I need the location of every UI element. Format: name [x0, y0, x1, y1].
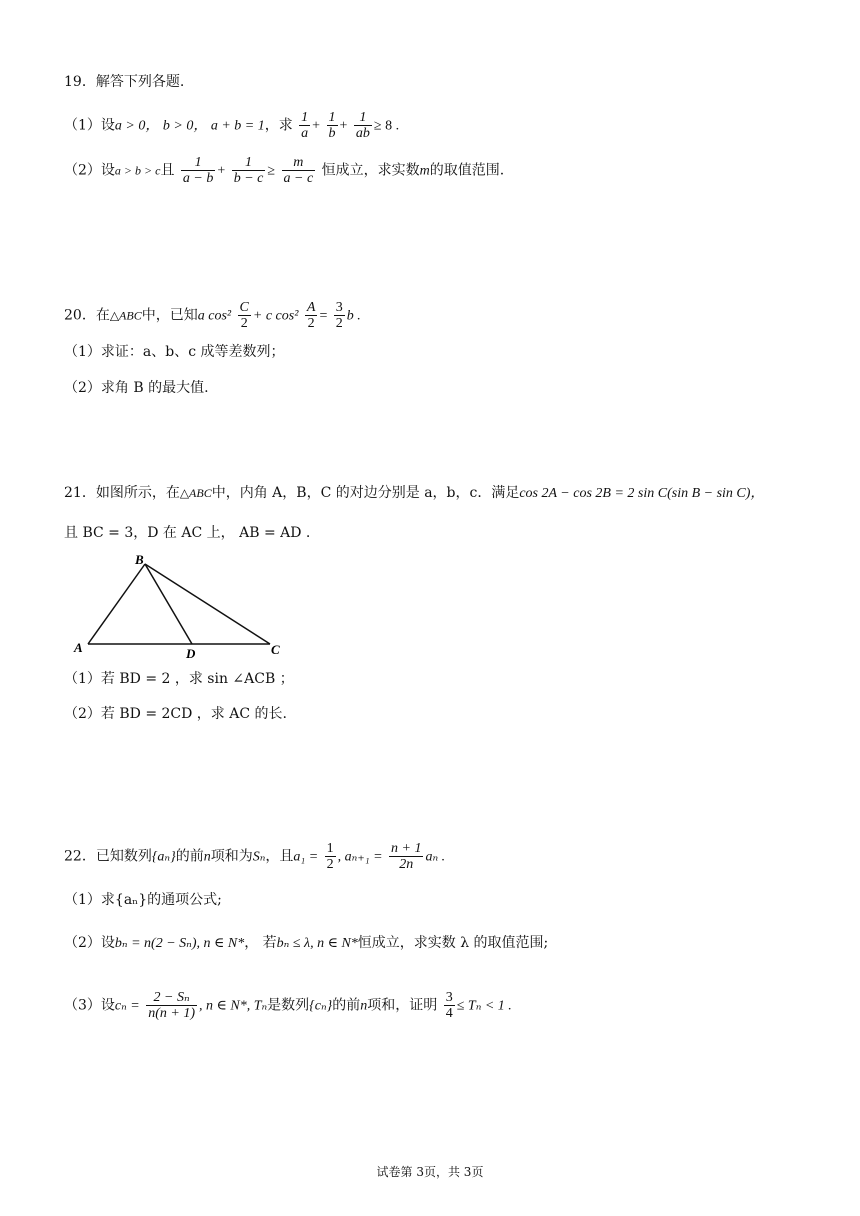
q20-part2: （2）求角 B 的最大值.	[64, 380, 209, 396]
q20-part1: （1）求证：a、b、c 成等差数列；	[64, 344, 285, 360]
q22-part3: （3）设cₙ = $\frac{\text{2 − Sₙ}}{n(n + 1)}$ , n ∈ N*, Tₙ是数列{cₙ}的前n项和，证明 $\frac{3}{4}$ ≤ Tₙ < 1 .	[64, 990, 512, 1021]
side-ab	[88, 564, 145, 644]
q21-part2: （2）若 BD = 2CD ，求 AC 的长.	[64, 706, 287, 722]
label-d: D	[186, 646, 196, 660]
label-c: C	[271, 642, 280, 657]
q21-line2: 且 BC = 3，D 在 AC 上， AB = AD .	[64, 525, 311, 541]
label-b: B	[135, 552, 144, 567]
q19-part2: （2）设a > b > c且 $\frac{1}{a - b}$ + $\frac{1}{b - c}$ ≥ $\frac{m}{a - c}$ 恒成立，求实数m的取值范围.	[64, 155, 505, 186]
segment-bd	[145, 564, 192, 644]
q20-title: 20．在△ABC中，已知a cos² $\frac{C}{2}$ + c cos² $\frac{A}{2}$ = $\frac{3}{2}$ b .	[64, 300, 361, 331]
q19-title: 19．解答下列各题.	[64, 74, 185, 90]
q21-line1: 21．如图所示，在△ABC中，内角 A，B，C 的对边分别是 a，b，c．满足cos 2A − cos 2B = 2 sin C(sin B − sin C)，	[64, 485, 765, 501]
triangle-figure	[70, 552, 292, 660]
label-a: A	[74, 640, 83, 655]
side-bc	[145, 564, 270, 644]
q22-part1: （1）求{aₙ}的通项公式;	[64, 892, 222, 908]
q22-title: 22．已知数列{aₙ}的前n项和为Sₙ，且a₁ = $\frac{1}{2}$ , aₙ₊₁ = $\frac{n + 1}{2n}$ aₙ .	[64, 841, 446, 872]
q19-part1: （1）设a > 0， b > 0， a + b = 1，求 $\frac{1}{a}$ + $\frac{1}{b}$ + $\frac{1}{ab}$ ≥ 8 .	[64, 110, 400, 141]
q22-part2: （2）设bₙ = n(2 − Sₙ), n ∈ N*， 若bₙ ≤ λ, n ∈ N*恒成立，求实数 λ 的取值范围;	[64, 935, 549, 951]
page-footer: 试卷第 3页，共 3页	[376, 1165, 484, 1179]
q21-part1: （1）若 BD = 2 ，求 sin ∠ACB ；	[64, 671, 294, 687]
